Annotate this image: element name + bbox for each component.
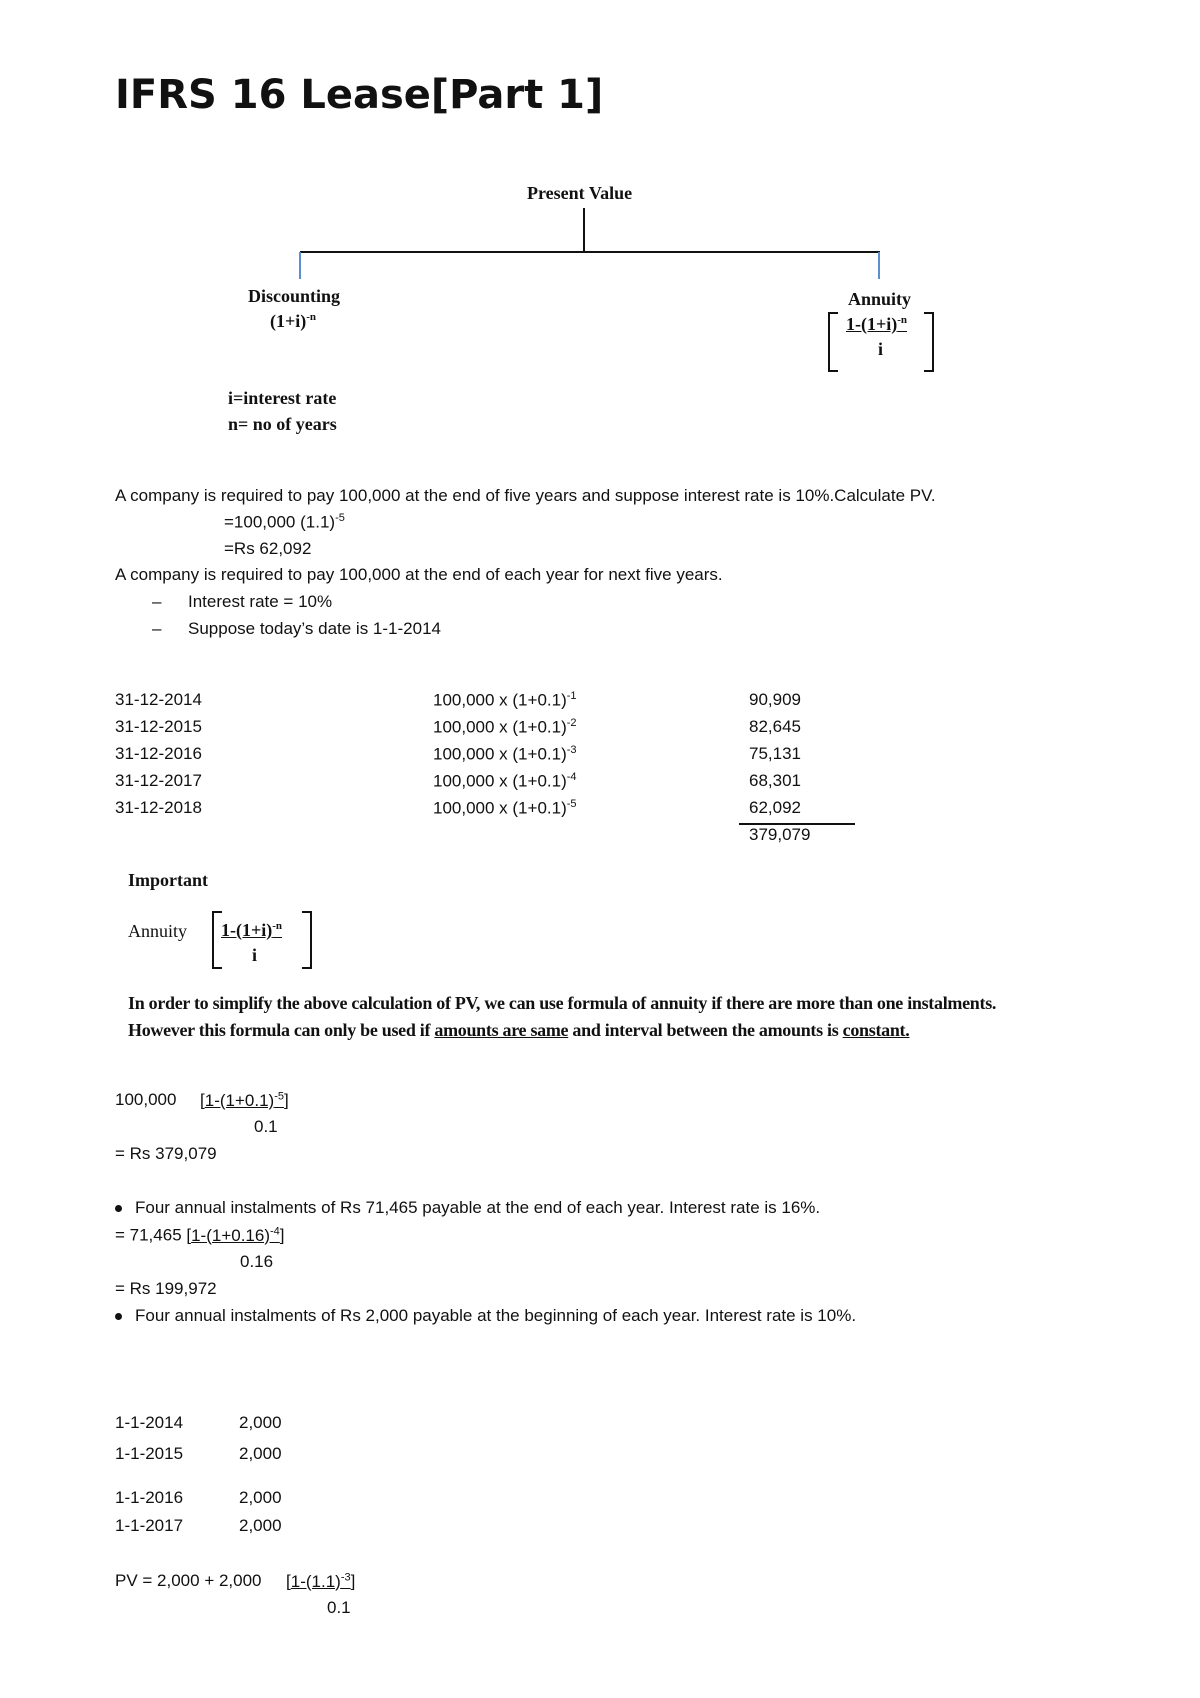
bullet-icon <box>115 1205 122 1212</box>
row-calc: 100,000 x $(1+0.1)^{-2}$ <box>433 717 577 737</box>
instalment-date: 1-1-2015 <box>115 1444 184 1463</box>
calc1-denominator: 0.1 <box>254 1117 278 1136</box>
row-value: 82,645 <box>749 717 801 736</box>
discounting-formula: $(1+i)^{-n}$ <box>270 311 317 331</box>
instalment-amount: 2,000 <box>239 1413 282 1432</box>
bullet1-denominator: 0.16 <box>240 1252 274 1271</box>
row-date: 31-12-2017 <box>115 771 202 790</box>
annuity-numerator: $1-(1+i)^{-n}$ <box>846 314 908 334</box>
dash-icon: – <box>152 619 162 638</box>
row-date: 31-12-2014 <box>115 690 202 709</box>
instalment-date: 1-1-2014 <box>115 1413 184 1432</box>
row-value: 90,909 <box>749 690 801 709</box>
instalment-amount: 2,000 <box>239 1516 282 1535</box>
important-bracket-right <box>302 911 312 969</box>
example1-step2: =Rs 62,092 <box>224 539 312 558</box>
row-calc: 100,000 x $(1+0.1)^{-1}$ <box>433 690 577 710</box>
row-date: 31-12-2018 <box>115 798 202 817</box>
discounting-label: Discounting <box>248 286 341 306</box>
row-value: 62,092 <box>749 798 801 817</box>
row-calc: 100,000 x $(1+0.1)^{-4}$ <box>433 771 577 791</box>
important-heading: Important <box>128 870 208 890</box>
annuity-label: Annuity <box>848 289 912 309</box>
row-value: 75,131 <box>749 744 801 763</box>
legend-years: n= no of years <box>228 414 337 434</box>
instalment-amount: 2,000 <box>239 1444 282 1463</box>
row-date: 31-12-2016 <box>115 744 202 763</box>
calc1-formula: $[1-(1+0.1)^{-5}]$ <box>200 1090 289 1110</box>
dash-icon: – <box>152 592 162 611</box>
bullet2-text: Four annual instalments of Rs 2,000 payable at the beginning of each year. Interest rate is 10%. <box>135 1306 857 1325</box>
calc1-prefix: 100,000 <box>115 1090 177 1109</box>
tree-left-drop <box>299 252 301 279</box>
page-title: IFRS 16 Lease[Part 1] <box>115 72 604 118</box>
bullet-icon <box>115 1313 122 1320</box>
legend-interest-rate: i=interest rate <box>228 388 337 408</box>
example1-step1: =100,000 $(1.1)^{-5}$ <box>224 512 345 532</box>
bullet1-result: = Rs 199,972 <box>115 1279 217 1298</box>
instalment-date: 1-1-2016 <box>115 1488 184 1507</box>
annuity-bracket-left <box>828 312 838 372</box>
tree-stem <box>583 208 585 253</box>
example2-interest-rate: Interest rate = 10% <box>188 592 333 611</box>
row-date: 31-12-2015 <box>115 717 202 736</box>
important-denominator: i <box>252 945 258 965</box>
example2-question: A company is required to pay 100,000 at the end of each year for next five years. <box>115 565 723 584</box>
row-calc: 100,000 x $(1+0.1)^{-5}$ <box>433 798 577 818</box>
bullet1-formula: = 71,465 $[1-(1+0.16)^{-4}]$ <box>115 1225 285 1245</box>
instalment-date: 1-1-2017 <box>115 1516 184 1535</box>
example1-question: A company is required to pay 100,000 at the end of five years and suppose interest rate is 10%.Calculate PV. <box>115 486 936 505</box>
tree-root-label: Present Value <box>527 183 633 203</box>
tree-crossbar <box>300 251 880 253</box>
row-calc: 100,000 x $(1+0.1)^{-3}$ <box>433 744 577 764</box>
calc1-result: = Rs 379,079 <box>115 1144 217 1163</box>
pv-formula: $[1-(1.1)^{-3}]$ <box>286 1571 356 1591</box>
important-annuity-label: Annuity <box>128 921 188 941</box>
example2-today-date: Suppose today’s date is 1-1-2014 <box>188 619 441 638</box>
bullet1-text: Four annual instalments of Rs 71,465 payable at the end of each year. Interest rate is 16%. <box>135 1198 821 1217</box>
pv-formula-prefix: PV = 2,000 + 2,000 <box>115 1571 262 1590</box>
pv-denominator: 0.1 <box>327 1598 351 1617</box>
important-numerator: $1-(1+i)^{-n}$ <box>221 920 283 940</box>
annuity-bracket-right <box>924 312 934 372</box>
tree-right-drop <box>878 252 880 279</box>
table-total: 379,079 <box>749 825 811 844</box>
annuity-denominator: i <box>878 339 884 359</box>
row-value: 68,301 <box>749 771 801 790</box>
annuity-explanation: In order to simplify the above calculation of PV, we can use formula of annuity if there are more than one instalments. However this formula can only be used if amounts are same and interval between the amounts is constant. <box>128 993 997 1040</box>
instalment-amount: 2,000 <box>239 1488 282 1507</box>
